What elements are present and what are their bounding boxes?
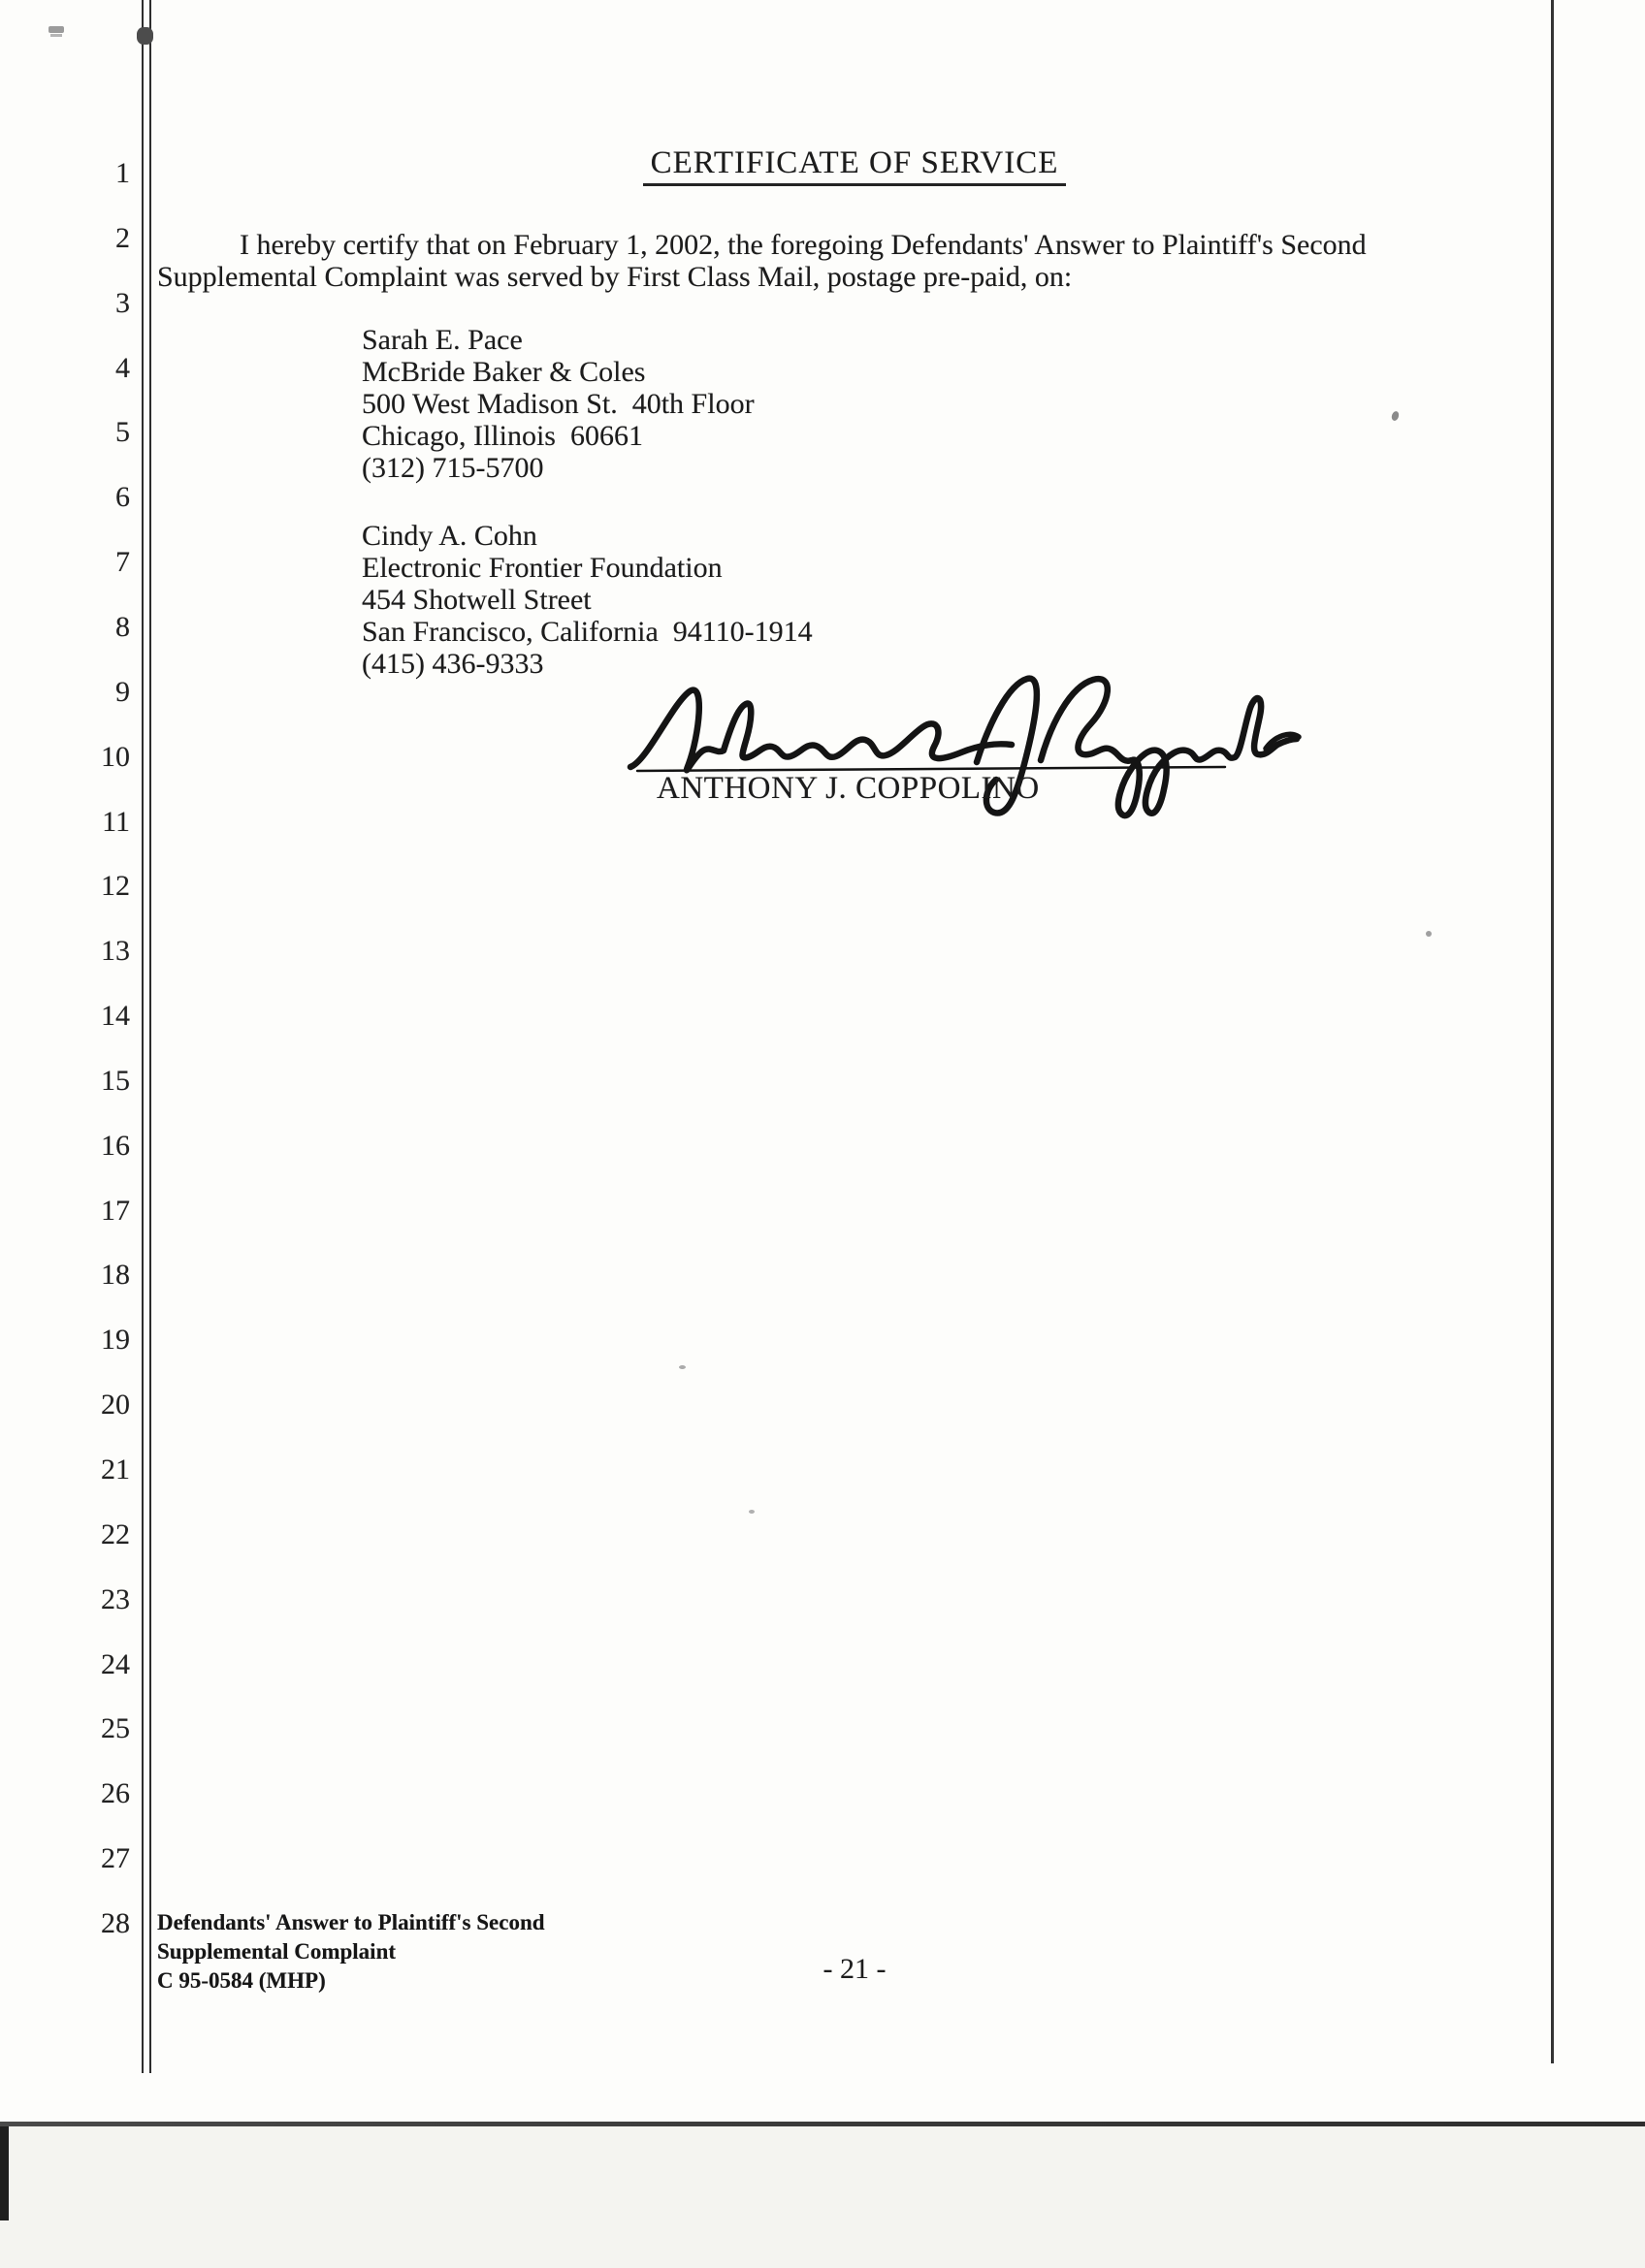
recipient-1-firm: McBride Baker & Coles [362, 356, 646, 388]
line-number: 26 [101, 1777, 130, 1810]
line-number: 8 [115, 610, 130, 643]
certificate-paragraph-line-2: Supplemental Complaint was served by First Class Mail, postage pre-paid, on: [157, 261, 1073, 293]
line-number: 5 [115, 416, 130, 449]
scan-speck [1426, 931, 1432, 937]
line-number: 11 [102, 805, 130, 838]
recipient-1-phone: (312) 715-5700 [362, 452, 544, 484]
line-number: 6 [115, 481, 130, 514]
line-number: 18 [101, 1259, 130, 1292]
page-number: - 21 - [822, 1953, 887, 1985]
line-number: 4 [115, 351, 130, 384]
line-number: 7 [115, 546, 130, 579]
page-title [157, 145, 1552, 181]
line-number: 28 [101, 1906, 130, 1939]
line-number: 14 [101, 1000, 130, 1033]
line-number: 1 [115, 157, 130, 189]
footer-caption-line-1: Defendants' Answer to Plaintiff's Second [157, 1910, 545, 1934]
recipient-2-city: San Francisco, California 94110-1914 [362, 616, 813, 648]
line-number: 17 [101, 1194, 130, 1227]
recipient-1-city: Chicago, Illinois 60661 [362, 420, 643, 452]
recipient-address-1 [362, 324, 755, 484]
scan-speck [1391, 410, 1401, 422]
line-number: 19 [101, 1324, 130, 1357]
recipient-2-street: 454 Shotwell Street [362, 584, 592, 616]
line-number: 25 [101, 1712, 130, 1745]
line-number: 15 [101, 1064, 130, 1097]
line-number: 12 [101, 870, 130, 903]
recipient-address-2 [362, 520, 813, 680]
scan-speck [749, 1510, 755, 1514]
scan-speck [48, 26, 64, 33]
left-double-rule [142, 0, 151, 2073]
scan-speck [137, 27, 153, 45]
line-number: 16 [101, 1129, 130, 1162]
footer-caption-line-2: Supplemental Complaint [157, 1939, 397, 1964]
page-title-text: CERTIFICATE OF SERVICE [643, 145, 1067, 186]
scan-speck [679, 1365, 686, 1369]
line-number: 13 [101, 935, 130, 968]
line-number: 20 [101, 1389, 130, 1421]
recipient-2-phone: (415) 436-9333 [362, 648, 544, 680]
right-margin-rule [1551, 0, 1554, 2063]
line-number: 23 [101, 1582, 130, 1615]
line-number: 21 [101, 1453, 130, 1485]
line-number: 2 [115, 221, 130, 254]
line-number: 9 [115, 675, 130, 708]
scan-corner-shadow [0, 2126, 9, 2220]
line-number: 22 [101, 1517, 130, 1550]
recipient-2-firm: Electronic Frontier Foundation [362, 552, 723, 584]
recipient-1-name: Sarah E. Pace [362, 324, 523, 356]
line-number: 27 [101, 1842, 130, 1875]
recipient-1-street: 500 West Madison St. 40th Floor [362, 388, 755, 420]
signature-ink [597, 667, 1314, 837]
recipient-2-name: Cindy A. Cohn [362, 520, 537, 552]
line-number: 24 [101, 1647, 130, 1680]
line-number: 3 [115, 286, 130, 319]
certificate-paragraph-line-1: I hereby certify that on February 1, 2002, the foregoing Defendants' Answer to Plaintiff's Second [240, 229, 1367, 261]
signer-typed-name: ANTHONY J. COPPOLINO [657, 771, 1040, 806]
footer-case-number: C 95-0584 (MHP) [157, 1968, 326, 1993]
scan-background-area [0, 2126, 1645, 2268]
line-number: 10 [101, 740, 130, 773]
